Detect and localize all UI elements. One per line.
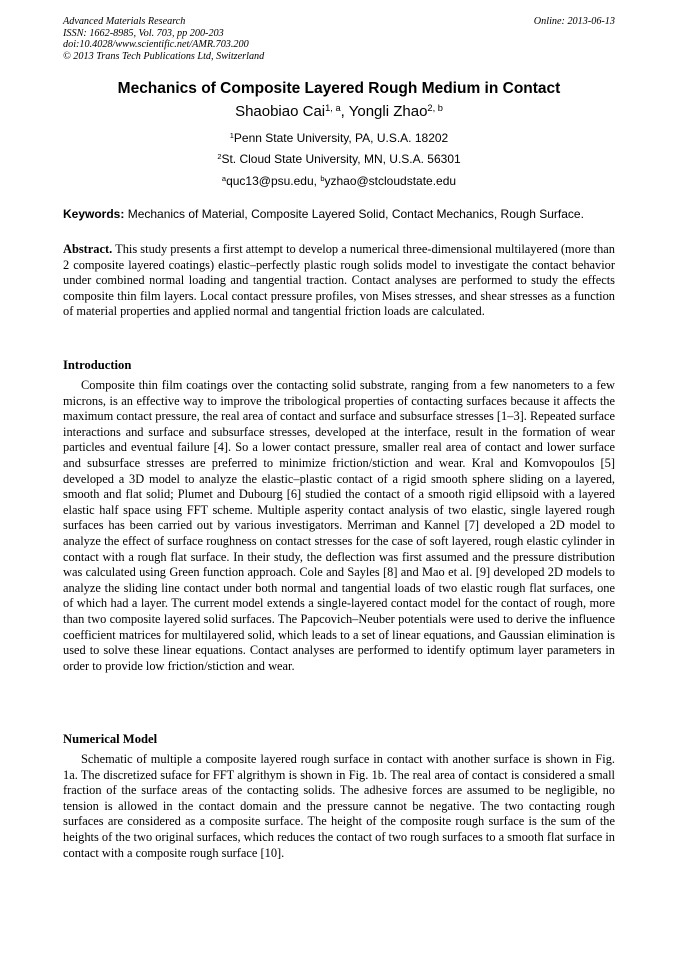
issn-line: ISSN: 1662-8985, Vol. 703, pp 200-203 bbox=[63, 27, 224, 39]
author-affiliation-marker: 2, b bbox=[427, 102, 443, 113]
online-date: Online: 2013-06-13 bbox=[533, 16, 615, 27]
author-affiliation-marker: 1, a bbox=[325, 102, 341, 113]
journal-header bbox=[63, 16, 615, 62]
abstract-label: Abstract. bbox=[63, 242, 113, 256]
numerical-model-heading: Numerical Model bbox=[63, 732, 158, 746]
email-separator: , bbox=[313, 174, 321, 188]
keywords-line bbox=[63, 207, 615, 221]
email-address: quc13@psu.edu bbox=[226, 174, 314, 188]
affiliation-text: Penn State University, PA, U.S.A. 18202 bbox=[233, 131, 449, 145]
abstract-paragraph bbox=[63, 242, 615, 320]
introduction-paragraph: Composite thin film coatings over the contacting solid substrate, ranging from a few nanometers to a few microns, is an effective way to improve the tribological properties of contacting surfaces because it affects the maximum contact pressure, the real area of contact and surface and subsurface stresses [1–3]. Repeated surface interactions and surface and subsurface stresses, developed at the interface, result in the formation of wear particles and eventual failure [4]. So a lower contact pressure, smaller real area of contact and lower surface and subsurface stresses are preferred to minimize friction/stiction and wear. Kral and Komvopoulos [5] developed a 3D model to analyze the elastic–plastic contact of a rigid smooth sphere sliding on a layered, smooth and flat solid; Plumet and Dubourg [6] studied the contact of a smooth rigid ellipsoid with a layered elastic half space using FFT scheme. Multiple asperity contact analysis of two elastic, single layered rough surfaces has been carried out by various investigators. Merriman and Kannel [7] developed a 2D model to analyze the effect of surface roughness on contact stresses for the case of soft layered, rough elastic cylinder in contact with a rough flat surface. In their study, the deflection was first assumed and the pressure distribution was calculated using Green function approach. Cole and Sayles [8] and Mao et al. [9] developed 2D models to analyze the sliding line contact under both normal and tangential loads of two elastic rough flat surfaces, one of which had a layer. The current model extends a single-layered contact model for the contact of rough, more than two composite layered solid surfaces. The Papcovich–Neuber potentials were used to derive the influence coefficient matrices for multilayered solid, which leads to a set of linear equations, and Gaussian elimination is used to solve these linear equations. Contact analyses are performed to identify optimum layer parameters in order to provide low friction/stiction and wear. bbox=[63, 378, 615, 673]
keywords-label: Keywords: bbox=[63, 207, 125, 221]
keywords-text: Mechanics of Material, Composite Layered Solid, Contact Mechanics, Rough Surface. bbox=[124, 207, 584, 221]
email-marker: b bbox=[320, 173, 325, 183]
abstract-text: This study presents a first attempt to develop a numerical three-dimensional multilayered (more than 2 composite layered coatings) elastic–perfectly plastic rough solids model to investigate the contact behavior under combined normal loading and tangential traction. Contact analyses are performed to study the effects composite thin film layers. Local contact pressure profiles, von Mises stresses, and shear stresses as a function of material properties and applied normal and tangential friction loads are calculated. bbox=[63, 242, 615, 319]
email-line bbox=[0, 174, 678, 188]
author-name: Yongli Zhao bbox=[348, 103, 428, 120]
affiliation-1 bbox=[0, 131, 678, 145]
affiliation-text: St. Cloud State University, MN, U.S.A. 56301 bbox=[221, 152, 461, 166]
author-list bbox=[0, 103, 678, 120]
numerical-model-paragraph: Schematic of multiple a composite layered rough surface in contact with another surface is shown in Fig. 1a. The discretized suface for FFT algrithym is shown in Fig. 1b. The real area of contact is considered a small fraction of the surface areas of the contacting solids. The adhesive forces are assumed to be negligible, no tension is allowed in the contact domain and the pressure cannot be negative. The two contacting rough surfaces are considered as a composite surface. The height of the composite rough surface is the sum of the heights of the two original surfaces, which reduces the contact of two rough surfaces to a smooth flat surface in contact with a composite rough surface [10]. bbox=[63, 752, 615, 860]
introduction-heading: Introduction bbox=[63, 358, 132, 372]
paper-title: Mechanics of Composite Layered Rough Medium in Contact bbox=[117, 80, 561, 97]
journal-name: Advanced Materials Research bbox=[63, 16, 186, 27]
author-separator: , bbox=[340, 103, 349, 120]
affiliation-2 bbox=[0, 152, 678, 166]
doi-line: doi:10.4028/www.scientific.net/AMR.703.200 bbox=[63, 39, 249, 51]
author-name: Shaobiao Cai bbox=[235, 103, 326, 120]
email-address: yzhao@stcloudstate.edu bbox=[324, 174, 457, 188]
email-marker: a bbox=[221, 173, 227, 183]
affiliation-marker: 2 bbox=[217, 151, 222, 161]
copyright-line: © 2013 Trans Tech Publications Ltd, Switzerland bbox=[63, 50, 265, 62]
affiliation-marker: 1 bbox=[229, 130, 234, 140]
